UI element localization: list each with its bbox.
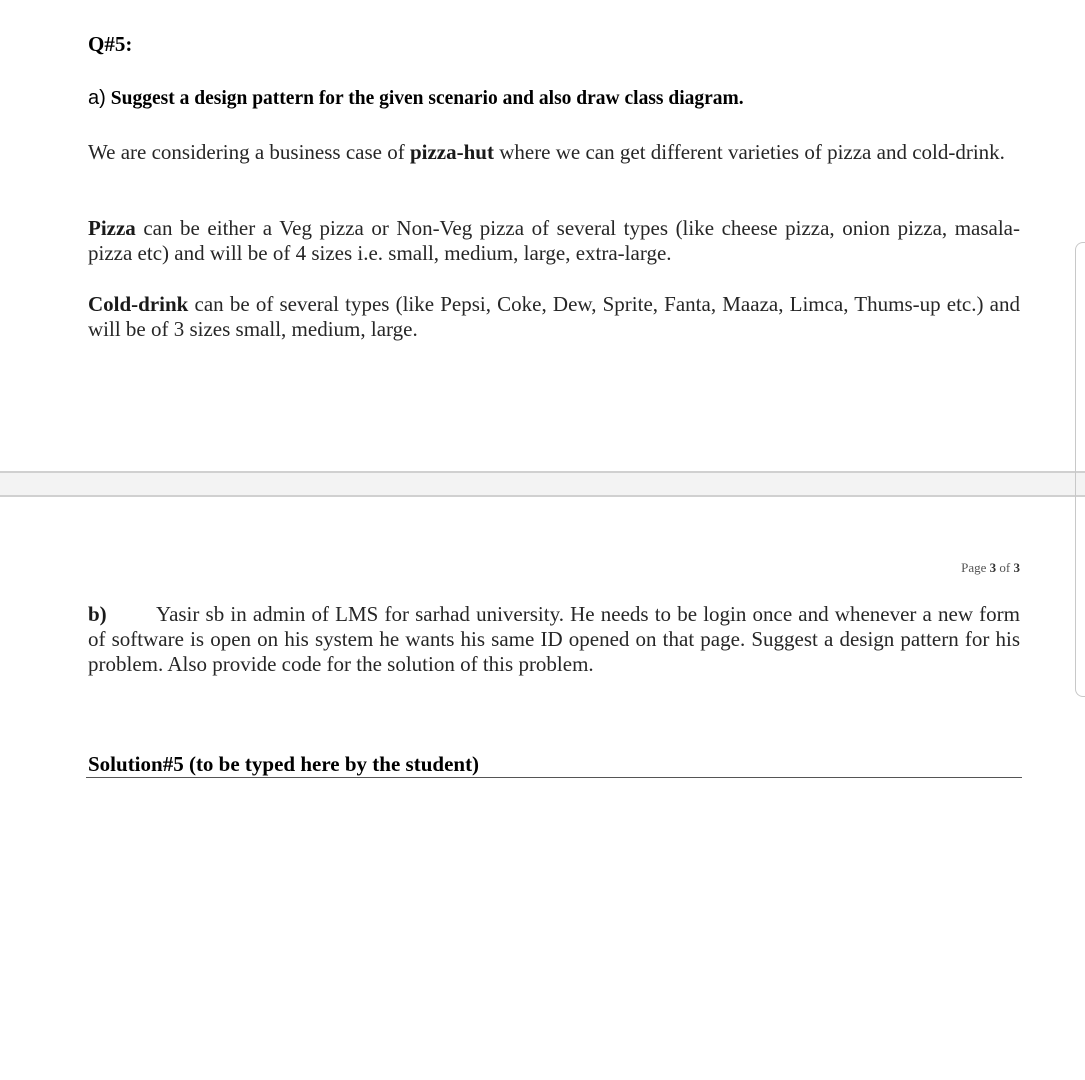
part-b-text: Yasir sb in admin of LMS for sarhad university. He needs to be login once and whenever a new form of software is open on his system he wants his same ID opened on that page. Suggest a design pattern for his problem. Also provide code for the solution of this problem. xyxy=(88,602,1020,676)
cold-drink-paragraph xyxy=(88,292,1020,342)
scenario-business-name: pizza-hut xyxy=(409,140,494,164)
scenario-paragraph xyxy=(88,140,1020,165)
scenario-text-start: We are considering a business case of xyxy=(88,140,410,164)
pizza-description: can be either a Veg pizza or Non-Veg pizza of several types (like cheese pizza, onion pizza, masala-pizza etc) and will be of 4 sizes i.e. small, medium, large, extra-large. xyxy=(88,216,1020,265)
part-a-marker: a) xyxy=(88,87,106,109)
page-margin-bracket xyxy=(1075,242,1085,697)
page-number-of: of xyxy=(996,560,1014,575)
part-a-text: Suggest a design pattern for the given scenario and also draw class diagram. xyxy=(110,88,744,109)
cold-drink-description: can be of several types (like Pepsi, Coke, Dew, Sprite, Fanta, Maaza, Limca, Thums-up etc.) and will be of 3 sizes small, medium, large. xyxy=(88,292,1020,341)
part-b-prompt xyxy=(88,602,1020,677)
solution-heading: Solution#5 (to be typed here by the student) xyxy=(88,752,480,776)
page-number-prefix: Page xyxy=(961,560,990,575)
pizza-paragraph xyxy=(88,216,1020,266)
page-number-current: 3 xyxy=(989,560,997,575)
part-b-marker: b) xyxy=(88,602,107,626)
scenario-text-end: where we can get different varieties of pizza and cold-drink. xyxy=(493,140,1005,164)
page-number-total: 3 xyxy=(1013,560,1020,575)
page-number xyxy=(961,560,1020,576)
question-heading: Q#5: xyxy=(88,32,133,56)
page-break-gap xyxy=(0,471,1085,497)
cold-drink-term: Cold-drink xyxy=(88,292,189,316)
pizza-term: Pizza xyxy=(88,216,136,240)
solution-underline xyxy=(86,777,1022,778)
part-a-prompt xyxy=(88,87,744,110)
